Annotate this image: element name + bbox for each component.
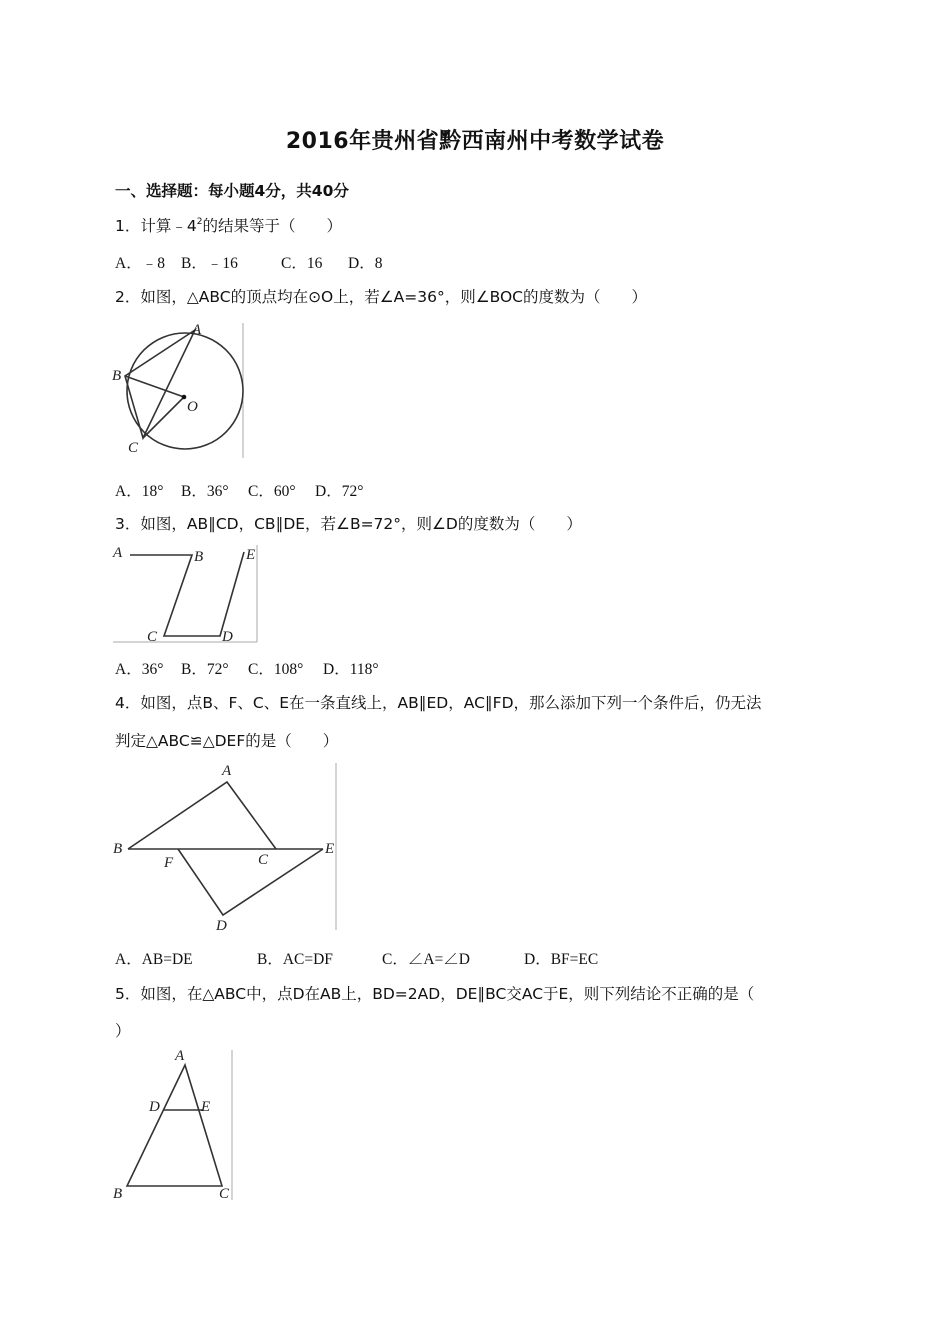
label-e: E xyxy=(201,1099,211,1115)
question-3-stem: 3．如图，AB∥CD，CB∥DE，若∠B=72°，则∠D的度数为（ ） xyxy=(115,515,582,533)
label-b: B xyxy=(194,549,204,565)
label-b: B xyxy=(112,368,122,384)
question-4-stem: 4．如图，点B、F、C、E在一条直线上，AB∥ED，AC∥FD，那么添加下列一个条件后，仍无法 xyxy=(115,694,762,712)
label-d: D xyxy=(222,629,233,645)
label-c: C xyxy=(258,852,269,868)
question-5-stem: 5．如图，在△ABC中，点D在AB上，BD=2AD，DE∥BC交AC于E，则下列结论不正确的是（ xyxy=(115,985,755,1003)
q4-option-c: C．∠A=∠D xyxy=(382,951,470,968)
label-a: A xyxy=(175,1048,185,1064)
label-d: D xyxy=(216,918,227,934)
label-a: A xyxy=(222,763,232,779)
label-e: E xyxy=(246,547,256,563)
label-c: C xyxy=(219,1186,230,1202)
q1-option-b: B．﹣16 xyxy=(181,255,238,272)
label-b: B xyxy=(113,1186,123,1202)
question-3-options xyxy=(115,657,379,679)
label-c: C xyxy=(147,629,158,645)
q2-option-b: B．36° xyxy=(181,483,229,500)
q3-option-d: D．118° xyxy=(323,661,379,678)
label-a: A xyxy=(113,545,123,561)
q4-option-a: A．AB=DE xyxy=(115,951,193,968)
label-d: D xyxy=(149,1099,160,1115)
question-5-stem-line2: ） xyxy=(115,1022,131,1040)
question-4-stem-line2: 判定△ABC≌△DEF的是（ ） xyxy=(115,732,339,750)
question-1-options xyxy=(115,251,382,273)
question-4-options xyxy=(115,947,598,969)
q2-option-a: A．18° xyxy=(115,483,164,500)
q4-option-d: D．BF=EC xyxy=(524,951,599,968)
label-f: F xyxy=(164,855,174,871)
label-e: E xyxy=(325,841,335,857)
q2-option-c: C．60° xyxy=(248,483,296,500)
q1-option-a: A．﹣8 xyxy=(115,255,165,272)
q3-parallel-figure xyxy=(105,540,265,650)
q1-stem-text: 1．计算﹣4 xyxy=(115,217,197,235)
q4-triangles-figure xyxy=(105,755,345,935)
q4-option-b: B．AC=DF xyxy=(257,951,333,968)
q2-option-d: D．72° xyxy=(315,483,364,500)
q1-option-c: C．16 xyxy=(281,255,323,272)
q3-option-c: C．108° xyxy=(248,661,304,678)
label-c: C xyxy=(128,440,139,456)
question-1-stem xyxy=(115,214,342,236)
question-2-options xyxy=(115,479,363,501)
q2-circle-figure xyxy=(105,318,255,463)
q3-option-b: B．72° xyxy=(181,661,229,678)
q1-stem-tail: 的结果等于（ ） xyxy=(202,217,342,235)
label-b: B xyxy=(113,841,123,857)
q1-exponent: 2 xyxy=(196,217,203,227)
q5-triangle-figure xyxy=(105,1040,245,1205)
section-heading: 一、选择题：每小题4分，共40分 xyxy=(115,182,349,200)
q3-option-a: A．36° xyxy=(115,661,164,678)
label-a: A xyxy=(192,322,202,338)
q1-option-d: D．8 xyxy=(348,255,383,272)
question-2-stem: 2．如图，△ABC的顶点均在⊙O上，若∠A=36°，则∠BOC的度数为（ ） xyxy=(115,288,647,306)
page-title: 2016年贵州省黔西南州中考数学试卷 xyxy=(285,129,665,154)
label-o: O xyxy=(187,399,198,415)
